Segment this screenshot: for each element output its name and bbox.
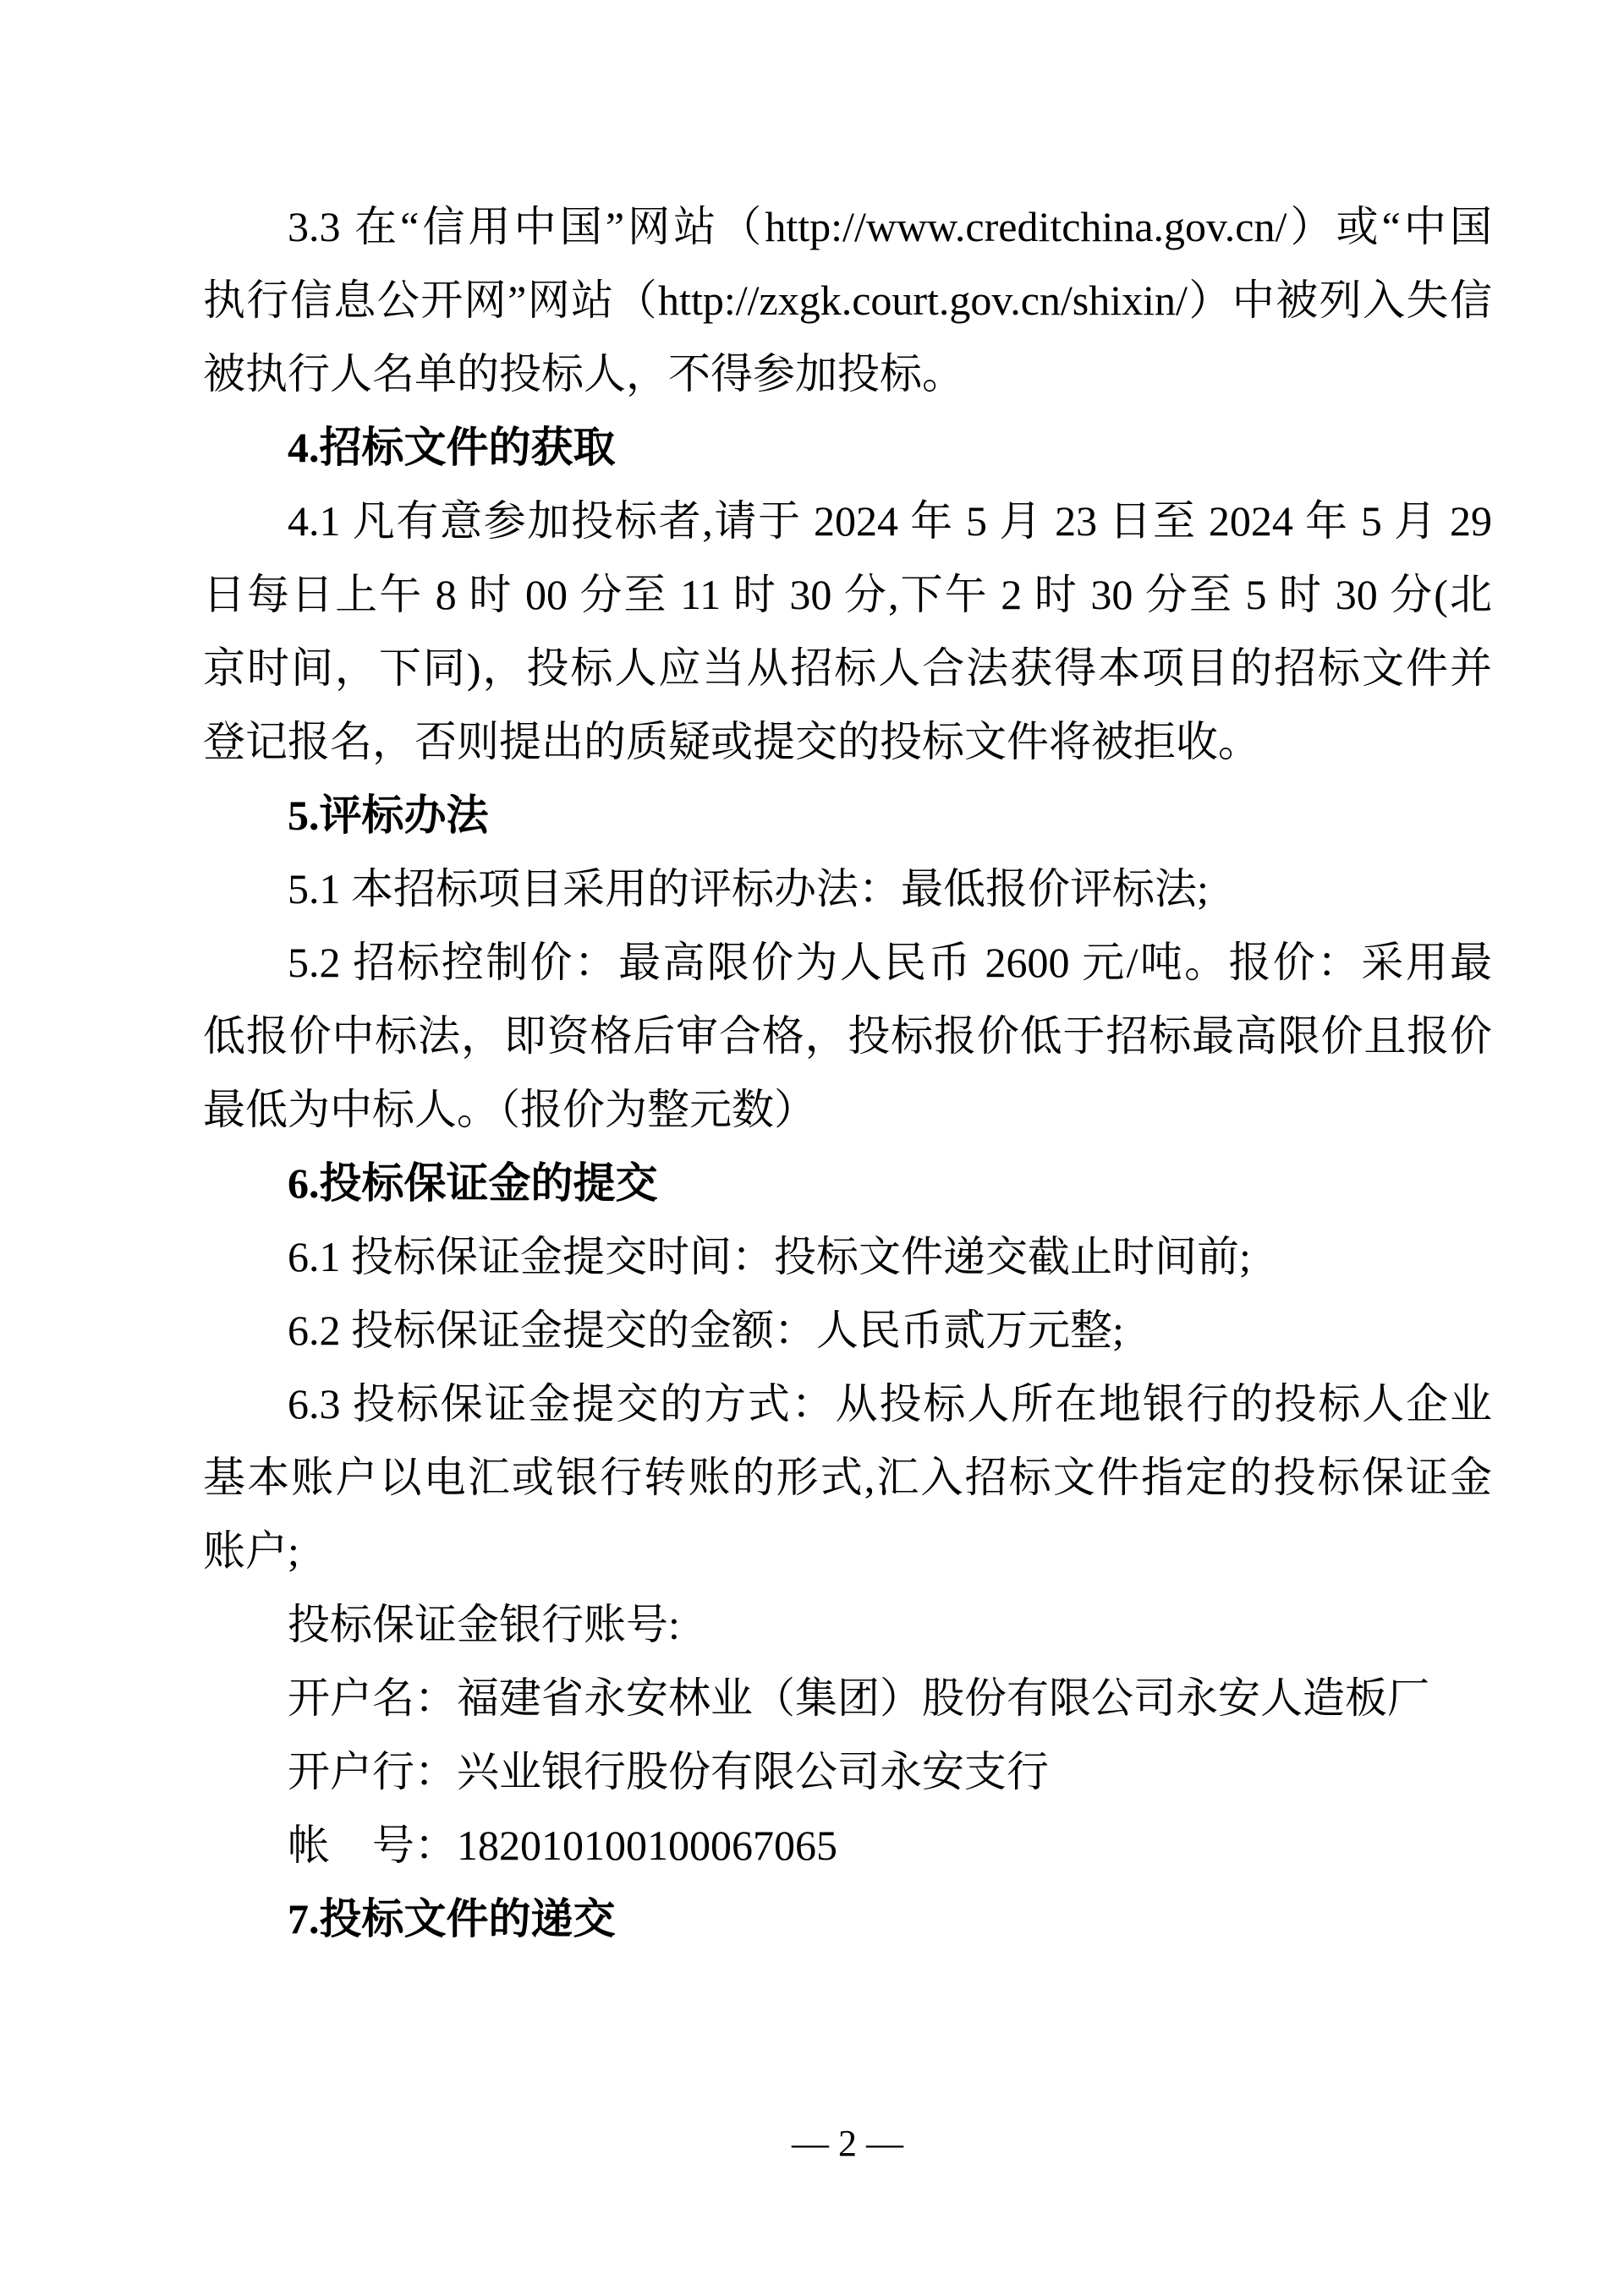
heading-section-6: 6.投标保证金的提交 bbox=[288, 1159, 658, 1207]
document-body bbox=[203, 190, 1492, 1956]
text-line-account-number: 帐 号：182010100100067065 bbox=[288, 1822, 837, 1869]
text-line: 基本账户以电汇或银行转账的形式,汇入招标文件指定的投标保证金 bbox=[203, 1454, 1492, 1501]
text-line: 日每日上午 8 时 00 分至 11 时 30 分,下午 2 时 30 分至 5 时 30 分(北 bbox=[203, 571, 1492, 618]
text-line: 账户; bbox=[203, 1527, 299, 1575]
text-line-account-name: 开户名：福建省永安林业（集团）股份有限公司永安人造板厂 bbox=[288, 1674, 1429, 1722]
heading-section-7: 7.投标文件的递交 bbox=[288, 1895, 616, 1943]
heading-section-4: 4.招标文件的获取 bbox=[288, 424, 616, 471]
text-line: 执行信息公开网”网站（http://zxgk.court.gov.cn/shixin/）中被列入失信 bbox=[203, 277, 1492, 324]
text-line: 低报价中标法，即资格后审合格，投标报价低于招标最高限价且报价 bbox=[203, 1012, 1492, 1060]
text-line-5-2: 5.2 招标控制价：最高限价为人民币 2600 元/吨。报价：采用最 bbox=[288, 939, 1492, 986]
text-line-4-1: 4.1 凡有意参加投标者,请于 2024 年 5 月 23 日至 2024 年 5 月 29 bbox=[288, 497, 1492, 545]
text-line-6-3: 6.3 投标保证金提交的方式：从投标人所在地银行的投标人企业 bbox=[288, 1380, 1492, 1427]
text-line-6-2: 6.2 投标保证金提交的金额：人民币贰万元整; bbox=[288, 1307, 1124, 1354]
text-line-5-1: 5.1 本招标项目采用的评标办法：最低报价评标法; bbox=[288, 865, 1209, 912]
text-line-3-3: 3.3 在“信用中国”网站（http://www.creditchina.gov.cn/）或“中国 bbox=[288, 203, 1492, 250]
text-line: 京时间，下同)，投标人应当从招标人合法获得本项目的招标文件并 bbox=[203, 644, 1492, 692]
text-line-bank-account-title: 投标保证金银行账号: bbox=[288, 1601, 680, 1648]
page-number: — 2 — bbox=[792, 2123, 903, 2164]
text-line-6-1: 6.1 投标保证金提交时间：投标文件递交截止时间前; bbox=[288, 1233, 1251, 1280]
text-line: 被执行人名单的投标人，不得参加投标。 bbox=[203, 350, 964, 397]
heading-section-5: 5.评标办法 bbox=[288, 792, 489, 839]
text-line-bank-branch: 开户行：兴业银行股份有限公司永安支行 bbox=[288, 1748, 1049, 1795]
text-line: 登记报名，否则提出的质疑或提交的投标文件将被拒收。 bbox=[203, 718, 1260, 765]
text-line: 最低为中标人。（报价为整元数） bbox=[203, 1086, 816, 1133]
page-footer bbox=[203, 2118, 1492, 2169]
